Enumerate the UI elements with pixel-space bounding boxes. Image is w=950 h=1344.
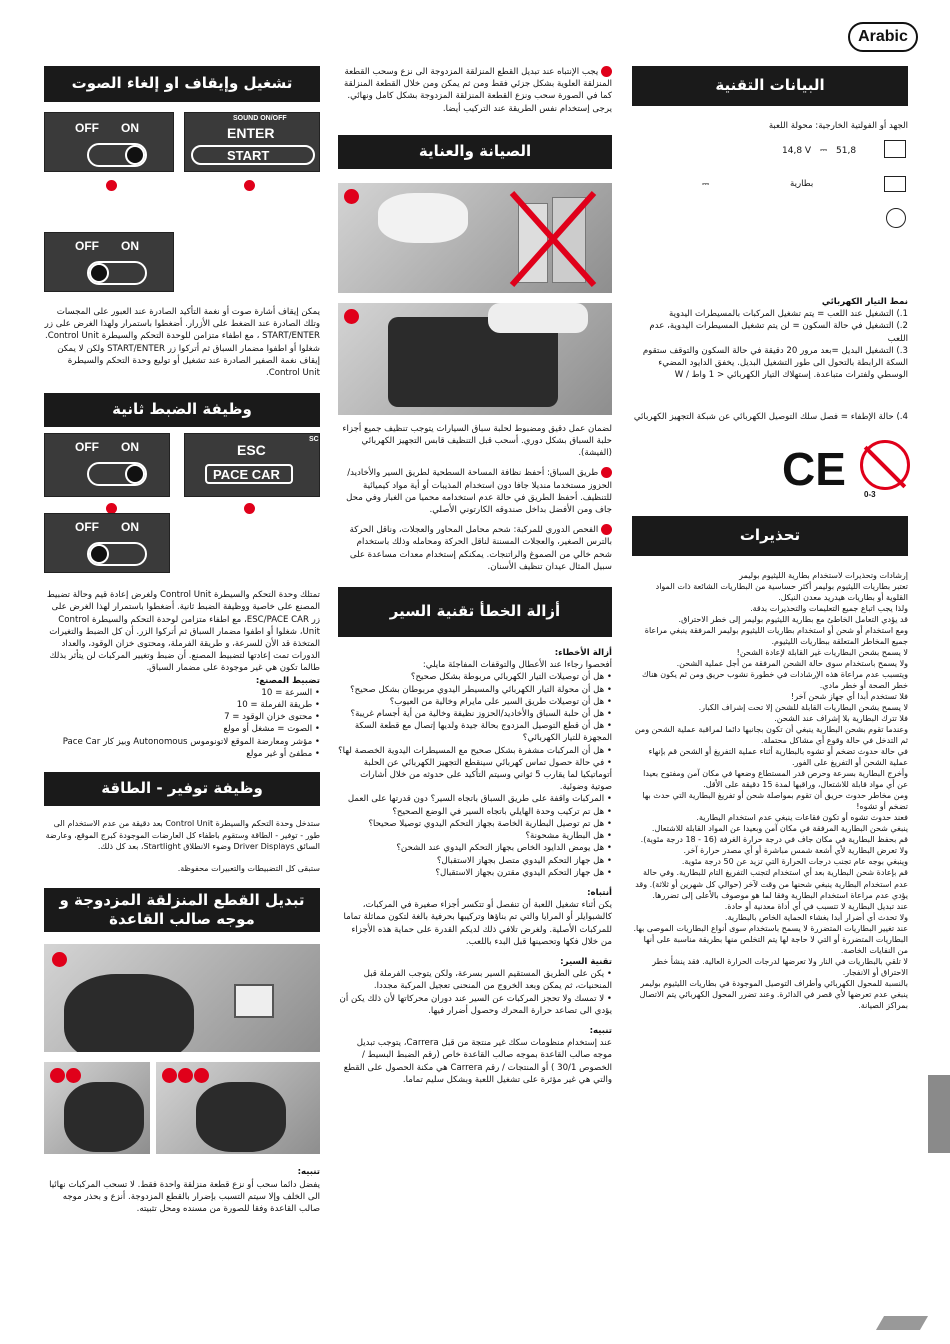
step-marker	[194, 1068, 209, 1083]
power-switch-off[interactable]	[87, 542, 147, 566]
list-item: • طريقة الفرملة = 10	[44, 699, 320, 711]
list-item: • هل جهاز التحكم اليدوي متصل بجهاز الاستقبال؟	[338, 855, 612, 867]
oil-tube	[488, 303, 588, 333]
notice-paragraph: يكن أثناء تشغيل اللعبة أن تنفصل أو تتكسر أجزاء صغيرة في المركبات، كالشبوايلر أو المرايا والتي تم بناؤها وتركيبها بحرفية بالغة لتكون مماثلة تماما للمركبات الأصلية. ولغرض تلافي ذلك لديكم القدرة على حماية هذه الأجزاء من خلال فكها وتحصينها قبل البدء باللعب.	[343, 900, 612, 947]
age-label: 0-3	[864, 489, 876, 499]
list-item: • السرعة = 10	[44, 687, 320, 699]
esc-panel	[184, 433, 320, 497]
power-switch[interactable]	[87, 143, 147, 167]
page-corner-mark	[876, 1316, 928, 1330]
warning-line: فلا تستخدم أبدا أي جهاز شحن آخر!	[791, 691, 908, 701]
control-unit-panel	[44, 112, 174, 172]
slider-text: يجب الإنتباه عند تبديل القطع المنزلقة المزدوجة الى نزع وسحب القطعة المنزلقة العلوية بشكل جزئي فقط ومن ثم يمكن ومن خلال القطعة المنزلقة كما في الصورة سحب ونزع القطعة المنزلقة المزدوجة بشكل كامل ونهائي. يرجى إستخدام نفس الطريقة عند التركيب أيضا.	[344, 67, 612, 114]
press-marker	[242, 178, 257, 193]
middle-column	[338, 66, 612, 1086]
bullet-marker	[601, 66, 612, 77]
factory-title: تضبيط المصنع:	[255, 675, 320, 686]
esc-label: ESC	[237, 442, 266, 459]
reset-paragraph: تمتلك وحدة التحكم والسيطرة Control Unit ولغرض إعادة قيم وحالة تضبيط المصنع على خاصية ووظيفة الضبط ثانية. أضغطوا باستمرار لهذا الغرض على زر ESC/PACE CAR، مع اطفاء متزامن لوحدة التحكم والسيطرة Control Unit، شغلوا أو اطفوا مضمار السباق ثم أتركوا الزر. أن كل الضبط والتغيرات المتخذة قد الأن للسرعة، و طريقة الفرملة، ومحتوى خزان الوقود، والعداد الدورات تمت إعادتها لتضبيط المصنع. أن ضبط وتغيير المركبات لن يتأثر بذلك طالما تكون هي غير موجودة على مضمار السباق.	[46, 590, 320, 674]
pace-label: PACE CAR	[213, 467, 280, 483]
step-marker	[52, 952, 67, 967]
list-item: • هل أن قطع التوصيل المزدوج بحالة جيدة ولديها إتصال مع قطعة السكة المجهزة للتيار الكهربائي؟	[338, 720, 612, 744]
certification-marks	[632, 436, 908, 506]
driving-list	[338, 968, 612, 1017]
voltage-value-2: 51,8	[836, 146, 857, 156]
current-title: نمط التيار الكهربائي	[821, 297, 908, 307]
on-label: ON	[121, 239, 139, 253]
tech-specs	[632, 116, 908, 226]
battery-label: بطارية	[790, 179, 814, 189]
car-underside	[64, 1082, 144, 1152]
warning-line: ينبغي شحن البطارية المرفقة في مكان آمن وبعيدا عن المواد القابلة للاشتعال.	[651, 824, 908, 834]
car-photo-2	[44, 1062, 150, 1154]
warning-line: ويتسبب عدم مراعاة هذه الإرشادات في خطورة نشوب حريق ومن ثم يكون هناك خطر الصحة أو خطر مادي.	[642, 669, 908, 690]
errors-intro: أفحصوا رجاءا عند الأعطال والتوقفات المفاجئة مايلي:	[422, 660, 612, 671]
dc-symbol: ⎓	[819, 146, 828, 156]
list-item: • الصوت = مشغل أو مولع	[44, 723, 320, 735]
switch-knob	[89, 544, 109, 564]
current-item: 3.) التشغيل البديل =بعد مرور 20 دقيقة في حالة السكون والتوقف ستقوم السكة الرابطة بالتحول الى طور التشغيل البديل. يخفق الدايود المضيء الوسطي ولفترات متباعدة. إستهلاك التيار الكهربائي < 1 واط / W	[642, 345, 908, 381]
switch-knob	[89, 263, 109, 283]
clock-icon	[886, 208, 906, 228]
warnings-text	[632, 570, 908, 1011]
warning-line: قم بإعادة شحن البطارية بعد أي استخدام لتجنب التفريغ التام للبطارية. وفي حالة عدم استخدام البطارية ينبغي شحنها من وقت لآخر (حوالي كل شهرين أو ثلاثة). وقد يؤدي عدم مراعاة استخدام البطارية وفقا لما هو موصوف بالأعلى إلى تضررها.	[635, 868, 908, 900]
notice-title: أنتباه:	[587, 887, 612, 898]
step-marker	[344, 189, 359, 204]
page-edge-tab	[928, 1075, 950, 1153]
warning-line: لا يسمح بشحن البطاريات القابلة للشحن إلا تحت إشراف الكبار.	[698, 703, 908, 712]
power-switch[interactable]	[87, 462, 147, 486]
warning-line: ومن مخاطر حدوث حريق أن تقوم بمواصلة شحن أو تفريغ البطارية التي حدث بها تضخم أو تشوه!	[642, 791, 908, 812]
list-item: • هل أن حلبة السباق والأخاديد/الحزوز نظيفة وخالية من أية أجسام غريبة؟	[338, 708, 612, 720]
warning-line: عند تغيير البطاريات المتضررة لا يسمح باستخدام سوى أنواع البطاريات الموصى بها.	[633, 923, 908, 933]
lubricate-photo	[338, 303, 612, 415]
start-label: START	[227, 148, 270, 163]
reset-illustration	[44, 433, 320, 583]
list-item: • في حالة حصول تماس كهربائي سينقطع التجهيز الكهربائي عن الحلبة أتوماتيكيا لما يقارب 5 ثواني وسيتم التأكيد على حدوثه من خلال أشارات صوتية وضوئية.	[338, 757, 612, 794]
step-marker	[162, 1068, 177, 1083]
heading-maintenance: الصيانة والعناية	[338, 135, 612, 169]
warning-line: ومع استخدام أو شحن أو استخدام بطاريات الليثيوم بوليمر المرفقة ينبغي مراعاة جميع المخاطر المتعلقة ببطاريات الليثيوم.	[644, 625, 908, 646]
mute-paragraph: يمكن إيقاف أشارة صوت أو نغمة التأكيد الصادرة عند العبور على المجسات وتلك الصادرة عند الضغط على الأزرار. أضغطوا باستمرار ولهذا الغرض على زر START/ENTER ، مع اطفاء متزامن للوحدة التحكم والسيطرة Control Unit. شغلوا أو اطفوا مضمار السباق ثم أتركوا زر START/ENTER ولكن لا يمكن إيقاف نغمة الصفير الصادرة عند تشغيل أو توليع وحدة التحكم والسيطرة Control Unit.	[44, 307, 320, 379]
warning-line: تعتبر بطاريات الليثيوم بوليمر أكثر حساسية من البطاريات الشائعة ذات المواد القلوية أو بطاريات هيدريد معدن النيكل.	[655, 581, 908, 602]
check-text: الفحص الدوري للمركبة: شحم محامل المحاور والعجلات، وناقل الحركة بالترس الصغير، والعجلات المسننة لناقل الحركة ومحامله وذلك باستخدام شحم خالي من الصموغ والراتنجات. يمكنكم إستخدام معدات مساعدة على سبيل المثال عيدان تنظيف الأسنان.	[349, 525, 612, 572]
voltage-label: الجهد أو الفولتية الخارجية: محولة اللعبة	[768, 121, 908, 131]
warning-line: عند تبديل البطارية لا تتسبب في أي أداة معدنية أو حادة.	[724, 901, 908, 911]
note-title: تنبيه:	[297, 1167, 320, 1178]
voltage-row	[782, 146, 856, 156]
prohibited-icon	[508, 189, 598, 289]
hand-with-cloth	[378, 193, 468, 243]
current-item: 1.) التشغيل عند اللعب = يتم تشغيل المركبات بالمسيطرات اليدوية	[668, 309, 908, 320]
list-item: • هل أن توصيلات التيار الكهربائي مربوطة بشكل صحيح؟	[338, 671, 612, 683]
warning-line: ولا تعرض البطارية لأي أشعة شمس مباشرة أو أي مصدر حرارة آخر.	[683, 846, 908, 856]
heading-troubleshooting: أزالة الخطأ تقنية السير	[338, 587, 612, 637]
battery-icon	[884, 176, 906, 192]
list-item: • مؤشر ومعارضة الموقع لاتونوموس Autonomous وبيز كار Pace Car	[44, 736, 320, 748]
factory-list	[44, 687, 320, 760]
switch-knob	[125, 464, 145, 484]
power-paragraph: ستدخل وحدة التحكم والسيطرة Control Unit بعد دقيقة من عدم الاستخدام الى طور - توفير - الطاقة وستقوم باطفاء كل العارضات الموجودة كبرج الموقع، وعارضة السائق Driver Displays وضوء الانطلاق Startlight، بعد كل ذلك.	[45, 819, 320, 852]
on-label: ON	[121, 440, 139, 455]
transformer-icon	[884, 140, 906, 158]
sound-label: SOUND ON/OFF	[233, 115, 287, 122]
warning-line: ولذا يجب اتباع جميع التعليمات والتحذيرات بدقة.	[750, 603, 908, 613]
enter-label: ENTER	[227, 125, 275, 141]
step-marker	[178, 1068, 193, 1083]
track-care	[338, 467, 612, 516]
list-item: • هل تم تركيب وحدة الهايلي باتجاه السير في الوضع الصحيح؟	[338, 806, 612, 818]
list-item: • يكن على الطريق المستقيم السير بسرعة، ولكن يتوجب الفرملة قبل المنحنيات، ثم يمكن وبعد الخروج من المنحنى تعجيل المركبة مجددا.	[338, 968, 612, 992]
slider-photos	[44, 944, 320, 1154]
warning-line: ولا يسمح باستخدام سوى حالة الشحن المرفقة من أجل عملية الشحن.	[676, 658, 908, 668]
mute-illustration	[44, 102, 320, 253]
maintenance-paragraph: لضمان عمل دقيق ومضبوط لحلبة سباق السيارات يتوجب تنظيف جميع أجزاء حلبة السباق بشكل دوري. أسحب قبل التنظيف قابس التجهيز الكهربائي (الفيشة).	[342, 423, 612, 459]
list-item: • هل البطارية مشحونة؟	[338, 830, 612, 842]
heading-warnings: تحذيرات	[632, 516, 908, 556]
note-paragraph: يفضل دائما سحب أو نزع قطعة منزلقة واحدة فقط. لا تسحب المركبات نهائيا الى الخلف وإلا سيتم التسبب بإضرار بالقطع المزدوجة. أنزع و بحذر موجه صالب القاعدة وفقا للصورة من مسنده ومحل تثبيته.	[49, 1179, 320, 1215]
warning-line: لا تلقي بالبطاريات في النار ولا تعرضها لدرجات الحرارة العالية. فقد ينشأ خطر الاحتراق أو الانفجار.	[652, 956, 908, 977]
car-underside	[196, 1082, 286, 1152]
list-item: • لا تمسك ولا تحجز المركبات عن السير عند دوران محركاتها لأن ذلك يكن أن يؤدي الى تصاعد حرارة المحرك وحصول أضرار فيها.	[338, 993, 612, 1017]
heading-mute: تشغيل وإيقاف او إلغاء الصوت	[44, 66, 320, 102]
vehicle-check	[338, 524, 612, 573]
warn-paragraph: عند إستخدام منظومات سكك غير منتجة من قبل Carrera، يتوجب تبديل موجه صالب القاعدة بموجه صالب القاعدة خاص (رقم الضبط البسيط / الخصوص 30/1 ) أو المنتجات / رقم Carrera هي مكنة الحصول على القطع والتي هي غير مؤثرة على تشغيل اللعبة وبشكل سليم تماما.	[343, 1038, 612, 1085]
step-marker	[66, 1068, 81, 1083]
ce-mark: CE	[782, 442, 846, 495]
list-item: • هل تم توصيل البطارية الخاصة بجهاز التحكم اليدوي توصيلا صحيحا؟	[338, 818, 612, 830]
off-label: OFF	[75, 121, 99, 135]
press-marker	[242, 501, 257, 516]
list-item: • هل يومض الدايود الخاص بجهاز التحكم اليدوي عند الشحن؟	[338, 842, 612, 854]
dc-symbol: ⎓	[702, 180, 710, 190]
right-column	[632, 66, 908, 1011]
warning-line: ولا تحدث أي أضرار أبدا بغشاء الحماية الخاص بالبطارية.	[725, 912, 908, 922]
car-photo-1	[44, 944, 320, 1052]
bullet-marker	[601, 524, 612, 535]
button-panel	[184, 112, 320, 172]
current-item: 2.) التشغيل في حالة السكون = لن يتم تشغيل المسيطرات اليدوية، عدم اللعب	[649, 321, 908, 344]
power-paragraph-2: ستبقى كل التضبيطات والتعبيرات محفوظة.	[177, 863, 320, 873]
control-unit-panel-4	[44, 513, 170, 573]
pace-car-button[interactable]	[205, 464, 293, 484]
step-marker	[50, 1068, 65, 1083]
list-item: • هل أن محولة التيار الكهربائي والمسيطر اليدوي مربوطان بشكل صحيح؟	[338, 684, 612, 696]
sc-label: SC	[309, 436, 319, 444]
warning-line: البطاريات المتضررة أو التي لا حاجة لها يتم التخلص منها بطريقة مناسبة على أنها من النفايات الخاصة.	[643, 934, 908, 955]
list-item: • هل جهاز التحكم اليدوي مقترن بجهاز الاستقبال؟	[338, 867, 612, 879]
track-text: طريق السباق: أحفظ نظافة المساحة السطحية لطريق السير والأخاديد/الحزوز مستخدما منديلا جافا دون استخدام المذيبات أو أية مواد كيميائية للتنظيف. أحفظ الطريق في حالة عدم استخدامه محميا من الغبار وفي محل جاف ومن الأفضل بداخل صندوقه الكارتوني الأصلي.	[346, 468, 612, 516]
list-item: • المركبات واقفة على طريق السباق باتجاه السير؟ دون قدرتها على العمل	[338, 793, 612, 805]
warning-line: قد يؤدي التعامل الخاطئ مع بطارية الليثيوم بوليمر إلى خطر الاحتراق.	[678, 614, 908, 624]
warning-line: وأخرج البطارية بسرعة وحرص قدر المستطاع وضعها في مكان آمن ومفتوح بعيدا عن أي مواد قابلة للاشتعال، وراقبها لمدة 15 دقيقة على الأقل.	[643, 769, 908, 790]
errors-title: أزالة الأخطاء:	[554, 648, 612, 659]
warn-title: تنبيه:	[589, 1025, 612, 1036]
heading-tech-data: البيانات التقنية	[632, 66, 908, 106]
heading-reset: وظيفة الضبط ثانية	[44, 393, 320, 427]
list-item: • هل أن المركبات مشفرة بشكل صحيح مع المسيطرات اليدوية الخصصة لها؟	[338, 745, 612, 757]
warning-line: لا يسمح بشحن البطاريات غير القابلة لإعادة الشحن!	[736, 647, 908, 657]
bullet-marker	[601, 467, 612, 478]
switch-knob	[125, 145, 145, 165]
list-item: • محتوى خزان الوقود = 7	[44, 711, 320, 723]
errors-list	[338, 671, 612, 878]
heading-power-save: وظيفة توفير - الطاقة	[44, 772, 320, 806]
car-underside	[64, 974, 194, 1052]
warning-line: بالنسبة للمحول الكهربائي وأطراف التوصيل الموجودة في بطاريات الليثيوم بوليمر ينبغي عدم تعرضها لأي قصر في الدائرة. وعند تضرر المحول الكهربائي يتم الاتصال بمراكز الصيانة.	[639, 978, 908, 1010]
slider-paragraph	[338, 66, 612, 115]
list-item: • هل أن توصيلات طريق السير على مايرام وخالية من العيوب؟	[338, 696, 612, 708]
warning-line: في حالة حدوث تضخم أو تشوه بالبطارية أثناء عملية التفريغ أو الشحن قم بإنهاء عملية الشحن أو التفريغ على الفور.	[648, 747, 908, 768]
start-enter-button[interactable]	[191, 145, 315, 165]
heading-double-slider: تبديل القطع المنزلقة المزدوجة و موجه صالب القاعدة	[44, 888, 320, 932]
warning-line: فعند حدوث تشوه أو تكون فقاعات ينبغي عدم استخدام البطارية.	[696, 813, 908, 823]
voltage-value: 14,8 V	[782, 146, 812, 156]
list-item: • مطفئ أو غير مولع	[44, 748, 320, 760]
prohibited-slash	[864, 445, 906, 487]
language-badge: Arabic	[848, 22, 918, 52]
warning-line: فلا تترك البطارية بلا إشراف عند الشحن.	[774, 714, 908, 724]
control-unit-panel-2	[44, 232, 174, 292]
off-state: 4.) حالة الإطفاء = فصل سلك التوصيل الكهربائي عن شبكة التجهيز الكهربائي	[633, 412, 908, 423]
slider-part	[234, 984, 274, 1018]
age-warning-icon	[860, 440, 910, 490]
warning-line: قم بحفظ البطارية في مكان جاف في درجة حرارة الغرفة (16 - 18 درجة مئوية).	[640, 835, 908, 845]
driving-title: تقنية السير:	[560, 956, 612, 967]
warning-line: وعندما تقوم بشحن البطارية ينبغي أن تكون بجانبها دائما لمراقبة عملية الشحن ومن ثم التدخل في حالة وقوع أي مشاكل محتملة.	[634, 725, 908, 746]
step-marker	[344, 309, 359, 324]
car-photo-3	[156, 1062, 320, 1154]
on-label: ON	[121, 121, 139, 135]
power-switch-off[interactable]	[87, 261, 147, 285]
control-unit-panel-3	[44, 433, 170, 497]
cleaning-photo	[338, 183, 612, 293]
on-label: ON	[121, 520, 139, 535]
off-label: OFF	[75, 239, 99, 253]
left-column	[44, 66, 320, 1215]
warning-line: وينبغي بوجه عام تجنب درجات الحرارة التي تزيد عن 50 درجة مئوية.	[681, 857, 908, 867]
warning-line: إرشادات وتحذيرات لاستخدام بطارية الليثيوم بوليمر	[739, 570, 908, 580]
press-marker	[104, 178, 119, 193]
off-label: OFF	[75, 520, 99, 535]
off-label: OFF	[75, 440, 99, 455]
